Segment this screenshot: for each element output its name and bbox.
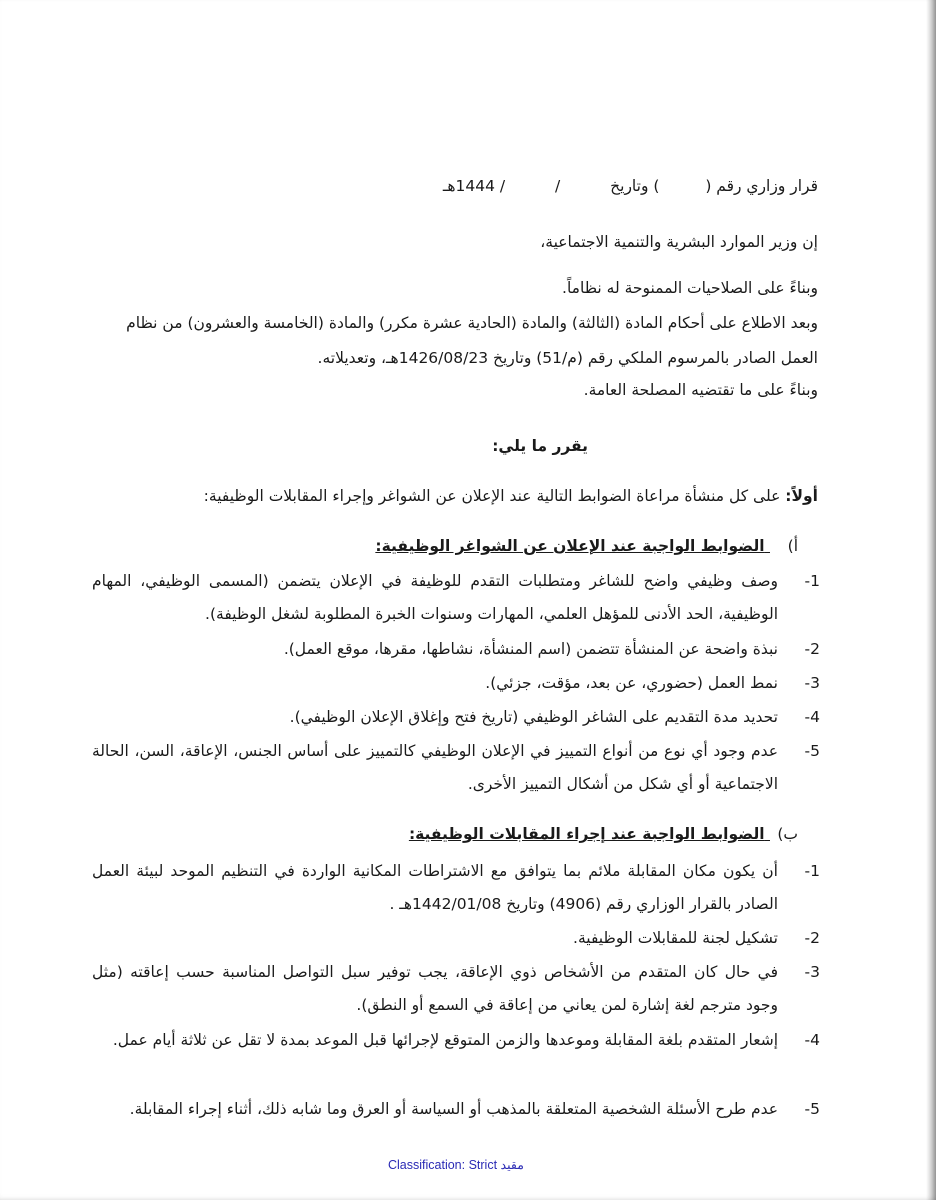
- list-item-text: إشعار المتقدم بلغة المقابلة وموعدها والزمن المتوقع لإجرائها قبل الموعد بمدة لا تقل عن ثلاثة أيام عمل.: [112, 1031, 778, 1049]
- list-item-text: عدم طرح الأسئلة الشخصية المتعلقة بالمذهب أو السياسة أو العرق وما شابه ذلك، أثناء إجراء المقابلة.: [129, 1100, 778, 1118]
- decides-heading: يقرر ما يلي:: [492, 437, 588, 455]
- list-item: [92, 565, 818, 631]
- list-item: [92, 735, 818, 801]
- list-item-number: -5: [804, 742, 820, 760]
- list-item: [92, 956, 818, 1022]
- section-a-marker: أ): [787, 537, 798, 555]
- list-item-number: -1: [804, 862, 820, 880]
- page-edge-shadow: [926, 0, 936, 1200]
- list-item-number: -5: [804, 1100, 820, 1118]
- minister-intro: إن وزير الموارد البشرية والتنمية الاجتماعية،: [540, 233, 818, 251]
- list-item-text: تشكيل لجنة للمقابلات الوظيفية.: [573, 929, 778, 947]
- list-item: [92, 633, 818, 666]
- list-item-text: أن يكون مكان المقابلة ملائم بما يتوافق مع الاشتراطات المكانية الواردة في التنظيم الموحد لبيئة العمل الصادر بالقرار الوزاري رقم (4906) وتاريخ 1442/01/08هـ .: [92, 862, 778, 913]
- section-b-title: الضوابط الواجبة عند إجراء المقابلات الوظيفية:: [408, 825, 765, 843]
- decree-date-slash: /: [555, 177, 561, 195]
- section-b-marker: ب): [777, 825, 798, 843]
- list-item-number: -2: [804, 929, 820, 947]
- list-item: [92, 701, 818, 734]
- list-item: [92, 922, 818, 955]
- first-clause: [92, 480, 818, 513]
- decree-date-label: ) وتاريخ: [610, 177, 660, 195]
- list-item-text: في حال كان المتقدم من الأشخاص ذوي الإعاقة، يجب توفير سبل التواصل المناسبة حسب إعاقته (مثل وجود مترجم لغة إشارة لمن يعاني من إعاقة في السمع أو النطق).: [92, 963, 778, 1014]
- list-item-number: -4: [804, 1031, 820, 1049]
- list-item-text: وصف وظيفي واضح للشاغر ومتطلبات التقدم للوظيفة في الإعلان يتضمن (المسمى الوظيفي، المهام الوظيفية، الحد الأدنى للمؤهل العلمي، المهارات وسنوات الخبرة المطلوبة لشغل الوظيفة).: [92, 572, 778, 623]
- section-a-heading: [375, 530, 798, 563]
- first-clause-text: على كل منشأة مراعاة الضوابط التالية عند الإعلان عن الشواغر وإجراء المقابلات الوظيفية:: [203, 487, 781, 505]
- list-item-number: -1: [804, 572, 820, 590]
- list-item: [92, 1024, 818, 1057]
- section-a-title: الضوابط الواجبة عند الإعلان عن الشواغر الوظيفية:: [375, 537, 765, 555]
- decree-year: / 1444هـ: [442, 177, 506, 195]
- decree-number-label: قرار وزاري رقم (: [705, 177, 818, 195]
- preamble-articles: وبعد الاطلاع على أحكام المادة (الثالثة) والمادة (الحادية عشرة مكرر) والمادة (الخامسة والعشرون) من نظام العمل الصادر بالمرسوم الملكي رقم (م/51) وتاريخ 1426/08/23هـ، وتعديلاته.: [126, 314, 818, 367]
- list-item: [92, 855, 818, 921]
- preamble-public-interest: وبناءً على ما تقتضيه المصلحة العامة.: [583, 381, 818, 399]
- list-item-number: -2: [804, 640, 820, 658]
- section-b-heading: [409, 818, 798, 851]
- list-item-text: نمط العمل (حضوري، عن بعد، مؤقت، جزئي).: [485, 674, 778, 692]
- list-item-text: تحديد مدة التقديم على الشاغر الوظيفي (تاريخ فتح وإغلاق الإعلان الوظيفي).: [289, 708, 778, 726]
- decree-title: [92, 170, 818, 203]
- list-item-number: -3: [804, 963, 820, 981]
- list-item-number: -4: [804, 708, 820, 726]
- list-item-number: -3: [804, 674, 820, 692]
- list-item-text: عدم وجود أي نوع من أنواع التمييز في الإعلان الوظيفي كالتمييز على أساس الجنس، الإعاقة، السن، الحالة الاجتماعية أو أي شكل من أشكال التمييز الأخرى.: [92, 742, 778, 793]
- list-item: [92, 1093, 818, 1126]
- first-clause-label: أولاً:: [785, 487, 818, 505]
- classification-footer: Classification: Strict مقيد: [388, 1158, 524, 1172]
- list-item: [92, 667, 818, 700]
- preamble-authority: وبناءً على الصلاحيات الممنوحة له نظاماً.: [562, 279, 818, 297]
- list-item-text: نبذة واضحة عن المنشأة تتضمن (اسم المنشأة، نشاطها، مقرها، موقع العمل).: [283, 640, 778, 658]
